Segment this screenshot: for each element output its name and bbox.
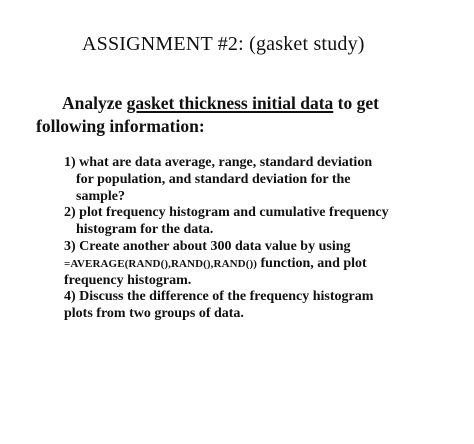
intro-after: to get (333, 93, 379, 113)
assignment-title (82, 33, 462, 56)
task-2-line-2: histogram for the data. (76, 222, 214, 238)
task-4-line-2: plots from two groups of data. (64, 306, 244, 322)
task-2-line-1: 2) plot frequency histogram and cumulative frequency (64, 205, 389, 221)
task-item-4 (64, 289, 464, 323)
title-underlined-letter: g (255, 33, 267, 55)
task-list (64, 155, 464, 323)
task-3-formula-after: function, and plot (257, 255, 367, 271)
intro-underlined-phrase: gasket thickness initial data (126, 93, 334, 113)
task-item-3 (64, 239, 464, 289)
title-rest: asket study) (266, 33, 365, 55)
task-item-2 (64, 205, 464, 239)
intro-line-2: following information: (36, 116, 205, 136)
task-3-line-1: 3) Create another about 300 data value by using (64, 238, 351, 254)
task-1-line-3: sample? (76, 188, 125, 204)
task-3-line-3: frequency histogram. (64, 272, 192, 288)
task-1-line-2: for population, and standard deviation for the (76, 171, 351, 187)
task-3-line-2 (64, 256, 464, 273)
intro-paragraph (36, 92, 456, 138)
task-1-line-1: 1) what are data average, range, standard deviation (64, 155, 373, 170)
title-prefix: ASSIGNMENT #2: ( (82, 33, 256, 55)
task-item-1 (64, 155, 464, 205)
intro-line-1 (36, 92, 456, 115)
task-4-line-1: 4) Discuss the difference of the frequency histogram (64, 289, 374, 305)
task-3-formula: =AVERAGE(RAND(),RAND(),RAND()) (64, 257, 257, 270)
intro-word: Analyze (62, 93, 127, 113)
